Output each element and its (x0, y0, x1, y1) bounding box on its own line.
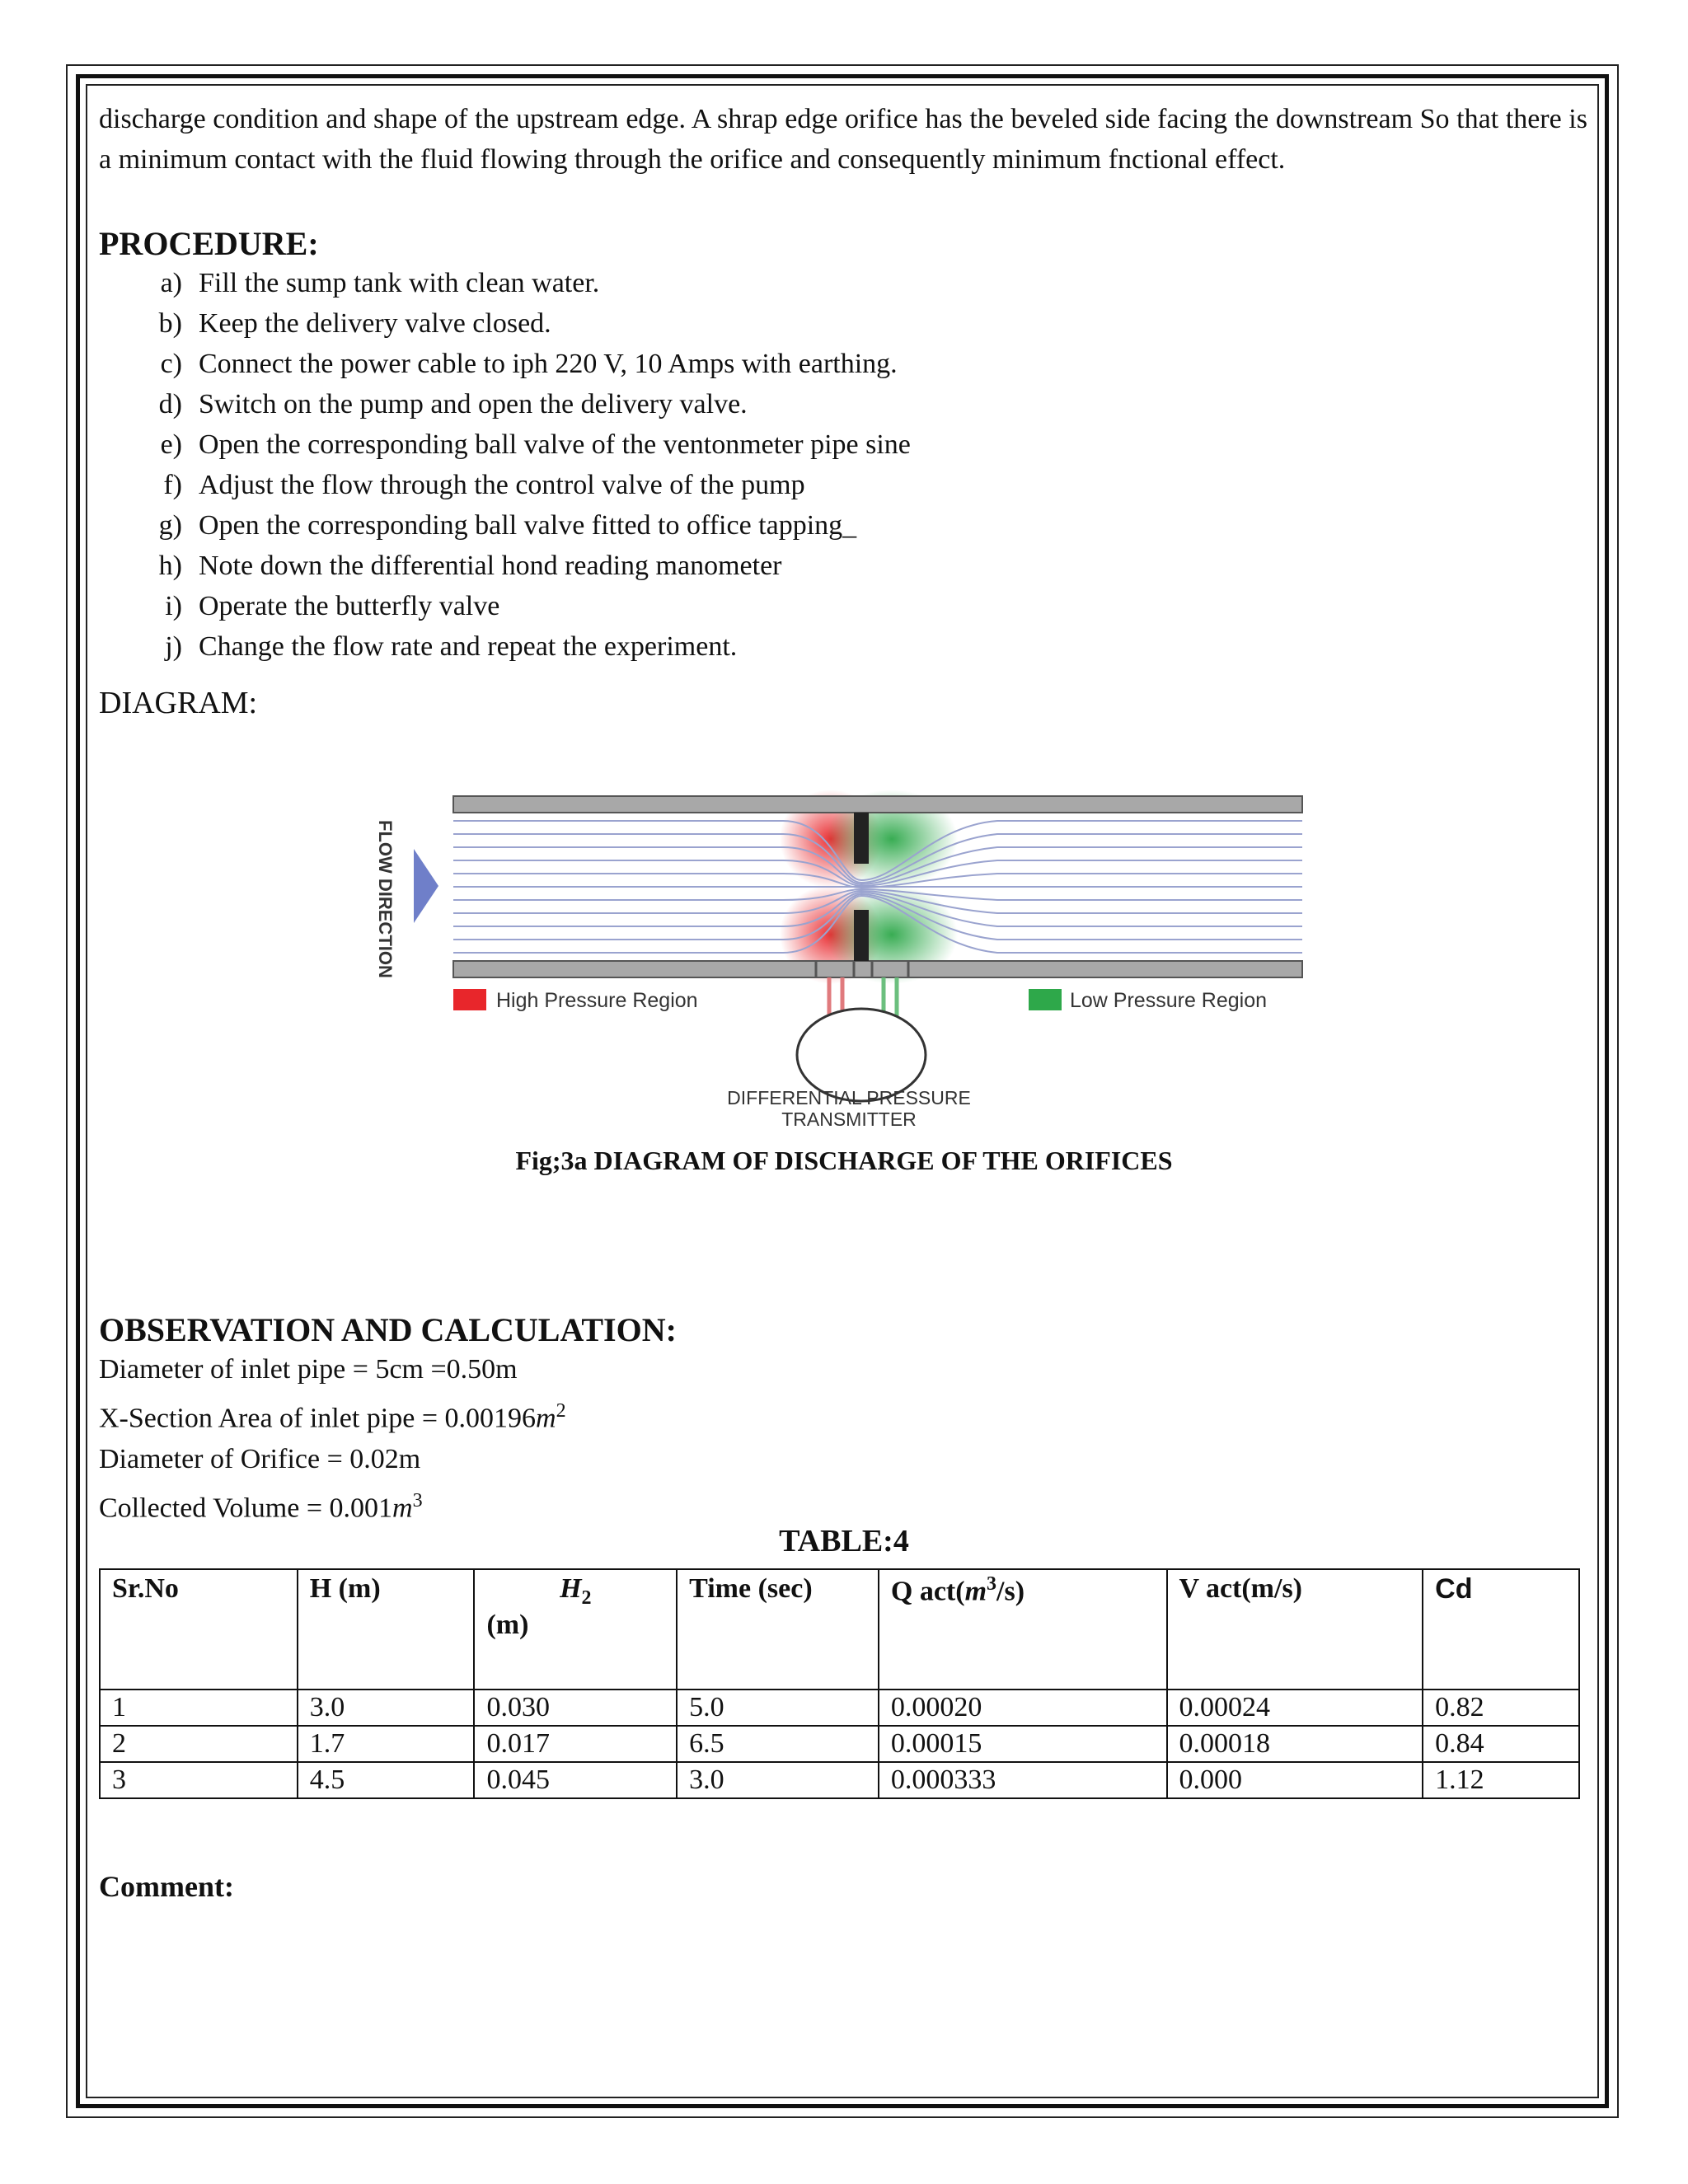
procedure-item-letter: j) (165, 631, 182, 662)
table-cell-sr: 3 (100, 1762, 298, 1798)
header-h2-subscript: 2 (581, 1586, 592, 1609)
header-h2-unit: (m) (486, 1609, 529, 1640)
table-cell-sr: 2 (100, 1726, 298, 1762)
header-h2-symbol: H (560, 1573, 582, 1604)
table-row (100, 1762, 1579, 1798)
procedure-item-text: Open the corresponding ball valve of the ventonmeter pipe sine (199, 429, 911, 460)
observation-table (99, 1568, 1580, 1799)
table-row (100, 1690, 1579, 1726)
header-q-exponent: 3 (987, 1573, 997, 1595)
low-pressure-swatch (1029, 989, 1062, 1010)
collected-volume-text: Collected Volume = 0.001 (99, 1493, 393, 1524)
procedure-item-letter: h) (158, 551, 182, 581)
procedure-item (99, 384, 1587, 424)
diagram-heading: DIAGRAM: (99, 686, 258, 720)
table-cell-h2: 0.017 (474, 1726, 677, 1762)
procedure-item (99, 626, 1587, 667)
orifice-diagram (354, 775, 1327, 1137)
collected-volume-line (99, 1480, 1582, 1529)
table-cell-h2: 0.030 (474, 1690, 677, 1726)
procedure-item-text: Open the corresponding ball valve fitted to office tapping_ (199, 510, 857, 541)
high-pressure-label: High Pressure Region (496, 989, 698, 1012)
intro-paragraph: discharge condition and shape of the upstream edge. A shrap edge orifice has the beveled side facing the downstream So that there is a minimum contact with the fluid flowing through the orifice and consequently minimum fnctional effect. (99, 104, 1587, 175)
table-cell-v: 0.00018 (1167, 1726, 1423, 1762)
table-cell-v: 0.00024 (1167, 1690, 1423, 1726)
table-title: TABLE:4 (779, 1524, 909, 1558)
procedure-item-letter: e) (160, 429, 182, 460)
table-cell-h: 4.5 (298, 1762, 475, 1798)
header-time: Time (sec) (677, 1569, 879, 1690)
high-pressure-swatch (453, 989, 486, 1010)
procedure-list (99, 263, 1587, 667)
procedure-item-letter: g) (158, 510, 182, 541)
procedure-item-letter: b) (158, 308, 182, 339)
procedure-item (99, 465, 1587, 505)
header-sr-no: Sr.No (100, 1569, 298, 1690)
observation-heading: OBSERVATION AND CALCULATION: (99, 1311, 677, 1348)
pipe-wall-bottom (453, 961, 1302, 977)
procedure-item-text: Switch on the pump and open the delivery valve. (199, 389, 748, 419)
inlet-area-exponent: 2 (556, 1400, 566, 1422)
flow-direction-text: FLOW DIRECTION (375, 820, 396, 978)
orifice-plate-bottom (854, 910, 869, 961)
procedure-item-text: Operate the butterfly valve (199, 591, 500, 621)
procedure-heading: PROCEDURE: (99, 225, 319, 262)
document-content (99, 97, 1587, 721)
table-header-row (100, 1569, 1579, 1690)
procedure-item-letter: d) (158, 389, 182, 419)
inlet-area-line (99, 1390, 1582, 1439)
collected-volume-unit: m (392, 1493, 413, 1524)
collected-volume-exponent: 3 (412, 1490, 423, 1512)
table-body (100, 1690, 1579, 1798)
orifice-plate-top (854, 813, 869, 864)
procedure-item-text: Note down the differential hond reading manometer (199, 551, 782, 581)
transmitter-label-line1: DIFFERENTIAL PRESSURE (727, 1087, 971, 1108)
procedure-item (99, 586, 1587, 626)
procedure-item-letter: a) (160, 268, 182, 298)
transmitter-label-line2: TRANSMITTER (781, 1108, 917, 1130)
inlet-diameter-line: Diameter of inlet pipe = 5cm =0.50m (99, 1354, 518, 1385)
table-cell-v: 0.000 (1167, 1762, 1423, 1798)
header-v-act: V act(m/s) (1167, 1569, 1423, 1690)
flow-direction-arrow-icon (414, 849, 438, 923)
header-q-suffix: /s) (996, 1576, 1025, 1607)
table-cell-q: 0.00020 (879, 1690, 1167, 1726)
header-q-prefix: Q act( (890, 1576, 965, 1607)
procedure-item-letter: f) (163, 470, 182, 500)
table-cell-q: 0.00015 (879, 1726, 1167, 1762)
procedure-item (99, 303, 1587, 344)
table-cell-h: 1.7 (298, 1726, 475, 1762)
procedure-item-letter: c) (160, 349, 182, 379)
procedure-item (99, 424, 1587, 465)
header-h2 (474, 1569, 677, 1690)
table-cell-time: 5.0 (677, 1690, 879, 1726)
table-cell-cd: 0.82 (1423, 1690, 1579, 1726)
table-cell-cd: 0.84 (1423, 1726, 1579, 1762)
flow-direction-label (375, 820, 396, 978)
header-h: H (m) (298, 1569, 475, 1690)
observation-section (99, 1310, 1582, 1530)
procedure-item-letter: i) (165, 591, 182, 621)
table-row (100, 1726, 1579, 1762)
figure-caption: Fig;3a DIAGRAM OF DISCHARGE OF THE ORIFICES (515, 1146, 1173, 1175)
orifice-diameter-line: Diameter of Orifice = 0.02m (99, 1444, 421, 1475)
table-cell-h: 3.0 (298, 1690, 475, 1726)
table-cell-cd: 1.12 (1423, 1762, 1579, 1798)
procedure-item-text: Change the flow rate and repeat the experiment. (199, 631, 738, 662)
table-cell-h2: 0.045 (474, 1762, 677, 1798)
table-cell-time: 3.0 (677, 1762, 879, 1798)
table-cell-sr: 1 (100, 1690, 298, 1726)
inlet-area-text: X-Section Area of inlet pipe = 0.00196 (99, 1403, 537, 1434)
procedure-item-text: Adjust the flow through the control valve of the pump (199, 470, 805, 500)
header-cd: Cd (1423, 1569, 1579, 1690)
comment-heading: Comment: (99, 1870, 234, 1903)
header-q-act (879, 1569, 1167, 1690)
procedure-item-text: Keep the delivery valve closed. (199, 308, 551, 339)
procedure-item-text: Fill the sump tank with clean water. (199, 268, 600, 298)
header-q-unit: m (964, 1576, 987, 1607)
inlet-area-unit: m (536, 1403, 556, 1434)
procedure-item (99, 546, 1587, 586)
table-cell-time: 6.5 (677, 1726, 879, 1762)
low-pressure-label: Low Pressure Region (1070, 989, 1268, 1012)
procedure-item (99, 263, 1587, 303)
pipe-wall-top (453, 796, 1302, 813)
procedure-item-text: Connect the power cable to iph 220 V, 10 Amps with earthing. (199, 349, 898, 379)
table-cell-q: 0.000333 (879, 1762, 1167, 1798)
procedure-item (99, 505, 1587, 546)
procedure-item (99, 344, 1587, 384)
